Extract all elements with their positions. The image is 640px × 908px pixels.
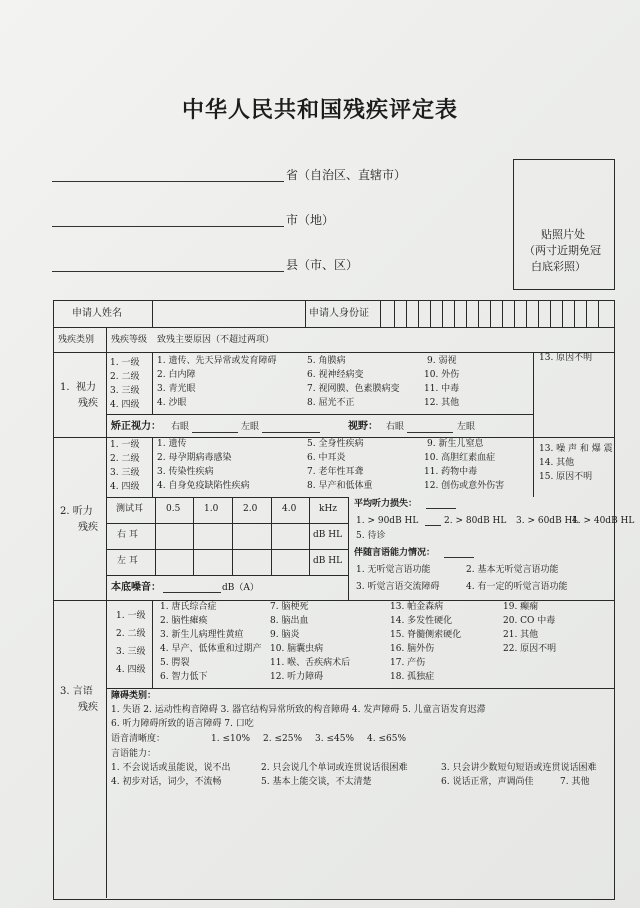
speech-cause[interactable]: 22. 原因不明: [503, 644, 557, 654]
applicant-id-label: 申请人身份证: [309, 308, 369, 319]
visual-label-b: 残疾: [78, 398, 98, 409]
col-divider: [152, 437, 153, 497]
photo-line-2: （两寸近期免冠: [524, 244, 601, 257]
avg-loss-opt[interactable]: 3. > 60dB HL: [516, 516, 579, 526]
row-divider: [106, 523, 348, 524]
row-divider: [106, 497, 348, 498]
hearing-cause[interactable]: 2. 母孕期病毒感染: [157, 453, 232, 463]
hearing-cause[interactable]: 15. 原因不明: [539, 472, 593, 482]
hearing-label-b: 残疾: [78, 522, 98, 533]
id-cell-divider: [598, 300, 599, 327]
visual-cause[interactable]: 10. 外伤: [424, 370, 460, 380]
field-left-eye-label: 左眼: [457, 422, 476, 432]
left-ear-label: 左 耳: [117, 556, 138, 566]
field-right-eye-label: 右眼: [386, 422, 405, 432]
hearing-cause[interactable]: 10. 高胆红素血症: [424, 453, 496, 463]
id-cell-divider: [490, 300, 491, 327]
id-cell-divider: [586, 300, 587, 327]
row-divider: [106, 688, 614, 689]
disorder-type-label: 障碍类别：: [111, 691, 157, 701]
clarity-opt[interactable]: 3. ≤45%: [315, 734, 354, 744]
left-ear-unit: dB HL: [313, 556, 343, 566]
speech-cause[interactable]: 7. 脑梗死: [270, 602, 309, 612]
noise-label: 本底噪音：: [111, 582, 161, 593]
speech-cause[interactable]: 4. 早产、低体重和过期产: [160, 644, 262, 654]
avg-loss-field[interactable]: [426, 508, 456, 509]
photo-box[interactable]: [513, 159, 615, 290]
speech-opt[interactable]: 4. 有一定的听觉言语功能: [466, 582, 568, 592]
hearing-cause[interactable]: 7. 老年性耳聋: [307, 467, 364, 477]
visual-cause[interactable]: 1. 遗传、先天异常或发育障碍: [157, 356, 277, 366]
speech-cause[interactable]: 15. 脊髓侧索硬化: [390, 630, 462, 640]
hearing-cause[interactable]: 13. 噪 声 和 爆 震: [539, 444, 613, 454]
row-divider: [53, 352, 614, 353]
province-blank[interactable]: [52, 181, 284, 182]
ability-opt[interactable]: 2. 只会说几个单词或连贯说话很困难: [261, 763, 408, 773]
visual-cause[interactable]: 2. 白内障: [157, 370, 196, 380]
id-cell-divider: [574, 300, 575, 327]
speech-grade-4[interactable]: 4. 四级: [116, 665, 146, 675]
noise-field[interactable]: [163, 592, 221, 593]
col-divider: [152, 600, 153, 688]
avg-loss-label: 平均听力损失：: [354, 499, 418, 509]
hearing-cause[interactable]: 14. 其他: [539, 458, 575, 468]
col-category: 残疾类别: [58, 335, 95, 345]
row-divider: [53, 600, 614, 601]
avg-loss-opt[interactable]: 5. 待诊: [356, 531, 386, 541]
hearing-grade-2[interactable]: 2. 二级: [110, 454, 140, 464]
visual-grade-1[interactable]: 1. 一级: [110, 358, 140, 368]
id-cell-divider: [478, 300, 479, 327]
visual-cause[interactable]: 12. 其他: [424, 398, 460, 408]
ability-opt[interactable]: 7. 其他: [560, 777, 590, 787]
speech-label: 3. 言语: [60, 686, 93, 697]
speech-cause[interactable]: 19. 癫痫: [503, 602, 539, 612]
row-divider: [106, 549, 348, 550]
hearing-cause[interactable]: 5. 全身性疾病: [307, 439, 364, 449]
row-divider: [53, 327, 614, 328]
speech-grade-2[interactable]: 2. 二级: [116, 629, 146, 639]
speech-cause[interactable]: 20. CO 中毒: [503, 616, 556, 626]
id-cell-divider: [502, 300, 503, 327]
right-ear-unit: dB HL: [313, 530, 343, 540]
hearing-cause[interactable]: 1. 遗传: [157, 439, 187, 449]
disorder-type-line-1[interactable]: 1. 失语 2. 运动性构音障碍 3. 器官结构异常所致的构音障碍 4. 发声障碍 5. 儿童言语发育迟滞: [111, 705, 486, 715]
ability-opt[interactable]: 3. 只会讲少数短句短语或连贯说话困难: [441, 763, 597, 773]
visual-cause[interactable]: 11. 中毒: [424, 384, 460, 394]
col-divider: [152, 300, 153, 327]
left-ear-values[interactable]: [157, 551, 307, 573]
hearing-grade-4[interactable]: 4. 四级: [110, 482, 140, 492]
visual-grade-2[interactable]: 2. 二级: [110, 372, 140, 382]
speech-grade-1[interactable]: 1. 一级: [116, 611, 146, 621]
id-cell-divider: [430, 300, 431, 327]
id-cell-divider: [394, 300, 395, 327]
right-eye-field[interactable]: [192, 432, 238, 433]
col-divider: [152, 352, 153, 414]
freq-4.0: 4.0: [282, 504, 297, 514]
speech-cause[interactable]: 11. 喉、舌疾病术后: [270, 658, 351, 668]
visual-cause[interactable]: 9. 弱视: [427, 356, 457, 366]
speech-cause[interactable]: 2. 脑性瘫痪: [160, 616, 208, 626]
right-eye-label: 右眼: [171, 422, 190, 432]
speech-cause[interactable]: 13. 帕金森病: [390, 602, 444, 612]
speech-ability-label: 伴随言语能力情况：: [354, 548, 436, 558]
visual-cause[interactable]: 6. 视神经病变: [307, 370, 364, 380]
col-divider: [348, 497, 349, 600]
speech-cause[interactable]: 10. 脑囊虫病: [270, 644, 324, 654]
hearing-cause[interactable]: 9. 新生儿窒息: [427, 439, 484, 449]
speech-opt[interactable]: 3. 听觉言语交流障碍: [356, 582, 440, 592]
id-cell-divider: [550, 300, 551, 327]
id-cell-divider: [466, 300, 467, 327]
col-divider: [533, 437, 534, 497]
clarity-opt[interactable]: 2. ≤25%: [263, 734, 302, 744]
speech-cause[interactable]: 17. 产伤: [390, 658, 426, 668]
id-cell-divider: [418, 300, 419, 327]
col-divider: [533, 352, 534, 437]
hearing-cause[interactable]: 4. 自身免疫缺陷性疾病: [157, 481, 250, 491]
hearing-cause[interactable]: 3. 传染性疾病: [157, 467, 214, 477]
left-eye-label: 左眼: [241, 422, 260, 432]
col-divider: [305, 300, 306, 327]
speech-ability-field[interactable]: [444, 557, 474, 558]
id-cell-divider: [562, 300, 563, 327]
visual-grade-3[interactable]: 3. 三级: [110, 386, 140, 396]
corrected-vision-label: 矫正视力：: [111, 421, 161, 432]
visual-cause[interactable]: 4. 沙眼: [157, 398, 187, 408]
id-cell-divider: [514, 300, 515, 327]
freq-khz: kHz: [319, 504, 338, 514]
col-divider: [106, 327, 107, 898]
visual-grade-4[interactable]: 4. 四级: [110, 400, 140, 410]
id-cell-divider: [538, 300, 539, 327]
id-cell-divider: [442, 300, 443, 327]
id-cell-divider: [406, 300, 407, 327]
hearing-label: 2. 听力: [60, 506, 93, 517]
avg-loss-blank: [425, 525, 441, 526]
speech-cause[interactable]: 5. 腭裂: [160, 658, 190, 668]
row-divider: [106, 414, 533, 415]
clarity-opt[interactable]: 1. ≤10%: [211, 734, 250, 744]
speech-cause[interactable]: 3. 新生儿病理性黄疸: [160, 630, 244, 640]
avg-loss-opt[interactable]: 2. > 80dB HL: [444, 516, 507, 526]
visual-label-num: 1.: [60, 382, 70, 393]
speech-cause[interactable]: 8. 脑出血: [270, 616, 309, 626]
hearing-grade-1[interactable]: 1. 一级: [110, 440, 140, 450]
visual-field-label: 视野：: [348, 421, 378, 432]
avg-loss-opt[interactable]: 1. > 90dB HL: [356, 516, 419, 526]
hearing-cause[interactable]: 8. 早产和低体重: [307, 481, 373, 491]
row-divider: [53, 437, 614, 438]
speech-cause[interactable]: 12. 听力障碍: [270, 672, 324, 682]
freq-1.0: 1.0: [204, 504, 219, 514]
left-eye-field[interactable]: [262, 432, 320, 433]
photo-line-3: 白底彩照）: [531, 260, 586, 273]
visual-cause[interactable]: 3. 青光眼: [157, 384, 196, 394]
col-grade: 残疾等级: [111, 335, 148, 345]
speech-label-b: 残疾: [78, 702, 98, 713]
province-label: 省（自治区、直辖市）: [286, 168, 407, 182]
row-divider: [106, 575, 348, 576]
right-ear-values[interactable]: [157, 525, 307, 547]
speech-cause[interactable]: 16. 脑外伤: [390, 644, 435, 654]
speech-opt[interactable]: 2. 基本无听觉言语功能: [466, 565, 559, 575]
hearing-grade-3[interactable]: 3. 三级: [110, 468, 140, 478]
noise-unit: dB（A）: [222, 583, 259, 593]
ability-opt[interactable]: 5. 基本上能交谈，不太清楚: [261, 777, 372, 787]
id-cell-divider: [526, 300, 527, 327]
speech-cause[interactable]: 14. 多发性硬化: [390, 616, 453, 626]
col-divider: [309, 497, 310, 575]
visual-cause[interactable]: 5. 角膜病: [307, 356, 346, 366]
right-ear-label: 右 耳: [117, 530, 138, 540]
visual-cause[interactable]: 7. 视网膜、色素膜病变: [307, 384, 400, 394]
clarity-label: 语音清晰度：: [111, 734, 166, 744]
hearing-cause[interactable]: 6. 中耳炎: [307, 453, 346, 463]
county-blank[interactable]: [52, 271, 284, 272]
visual-cause[interactable]: 8. 屈光不正: [307, 398, 355, 408]
county-label: 县（市、区）: [286, 258, 359, 272]
ability-label: 言语能力：: [111, 749, 157, 759]
hearing-cause[interactable]: 11. 药物中毒: [424, 467, 478, 477]
speech-opt[interactable]: 1. 无听觉言语功能: [356, 565, 431, 575]
city-label: 市（地）: [286, 213, 335, 227]
photo-line-1: 贴照片处: [541, 228, 585, 241]
speech-grade-3[interactable]: 3. 三级: [116, 647, 146, 657]
speech-cause[interactable]: 18. 孤独症: [390, 672, 435, 682]
test-ear-label: 测试耳: [116, 504, 144, 514]
city-blank[interactable]: [52, 226, 284, 227]
ability-opt[interactable]: 1. 不会说话或虽能说，说不出: [111, 763, 231, 773]
hearing-cause[interactable]: 12. 创伤或意外伤害: [424, 481, 505, 491]
disorder-type-line-2[interactable]: 6. 听力障碍所致的语言障碍 7. 口吃: [111, 719, 254, 729]
freq-0.5: 0.5: [166, 504, 181, 514]
clarity-opt[interactable]: 4. ≤65%: [367, 734, 406, 744]
visual-label-a: 视力: [76, 382, 96, 393]
visual-cause[interactable]: 13. 原因不明: [539, 353, 593, 363]
col-divider: [155, 497, 156, 575]
ability-opt[interactable]: 4. 初步对话，词少，不流畅: [111, 777, 222, 787]
page-title: 中华人民共和国残疾评定表: [181, 97, 458, 123]
speech-cause[interactable]: 1. 唐氏综合症: [160, 602, 217, 612]
field-right-eye-field[interactable]: [407, 432, 453, 433]
avg-loss-opt[interactable]: 4. > 40dB HL: [572, 516, 635, 526]
applicant-name-label: 申请人姓名: [72, 308, 122, 319]
speech-cause[interactable]: 9. 脑炎: [270, 630, 300, 640]
id-cell-divider: [454, 300, 455, 327]
col-divider: [380, 300, 381, 327]
speech-cause[interactable]: 6. 智力低下: [160, 672, 208, 682]
applicant-name-field[interactable]: [154, 302, 303, 325]
freq-2.0: 2.0: [243, 504, 258, 514]
speech-cause[interactable]: 21. 其他: [503, 630, 539, 640]
col-cause: 致残主要原因（不超过两项）: [157, 335, 275, 345]
ability-opt[interactable]: 6. 说话正常，声调尚佳: [441, 777, 534, 787]
